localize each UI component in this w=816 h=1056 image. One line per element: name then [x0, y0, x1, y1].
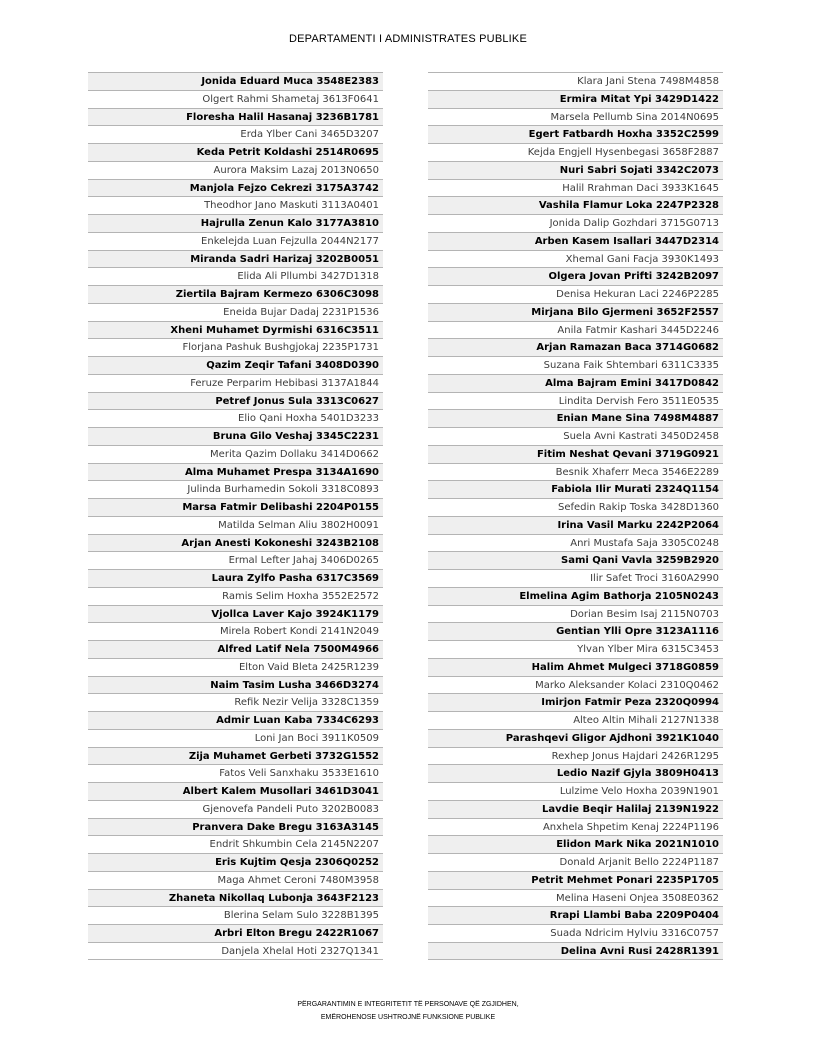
name-row: Vashila Flamur Loka 2247P2328 [428, 196, 723, 214]
name-row: Qazim Zeqir Tafani 3408D0390 [88, 356, 383, 374]
name-row: Lindita Dervish Fero 3511E0535 [428, 392, 723, 410]
name-row: Bruna Gilo Veshaj 3345C2231 [88, 427, 383, 445]
name-row: Egert Fatbardh Hoxha 3352C2599 [428, 125, 723, 143]
name-row: Sefedin Rakip Toska 3428D1360 [428, 498, 723, 516]
left-name-list [88, 72, 383, 960]
name-row: Julinda Burhamedin Sokoli 3318C0893 [88, 480, 383, 498]
name-row: Gjenovefa Pandeli Puto 3202B0083 [88, 800, 383, 818]
name-row: Klara Jani Stena 7498M4858 [428, 72, 723, 90]
name-row: Dorian Besim Isaj 2115N0703 [428, 605, 723, 623]
name-row: Besnik Xhaferr Meca 3546E2289 [428, 463, 723, 481]
name-row: Jonida Dalip Gozhdari 3715G0713 [428, 214, 723, 232]
name-row: Alma Bajram Emini 3417D0842 [428, 374, 723, 392]
name-row: Refik Nezir Velija 3328C1359 [88, 693, 383, 711]
name-row: Enian Mane Sina 7498M4887 [428, 409, 723, 427]
name-row: Elidon Mark Nika 2021N1010 [428, 835, 723, 853]
name-row: Admir Luan Kaba 7334C6293 [88, 711, 383, 729]
name-row: Imirjon Fatmir Peza 2320Q0994 [428, 693, 723, 711]
name-row: Eris Kujtim Qesja 2306Q0252 [88, 853, 383, 871]
name-row: Marsela Pellumb Sina 2014N0695 [428, 108, 723, 126]
footer-line-2: EMËROHENOSE USHTROJNË FUNKSIONE PUBLIKE [320, 1014, 496, 1021]
name-row: Mirjana Bilo Gjermeni 3652F2557 [428, 303, 723, 321]
name-row: Keda Petrit Koldashi 2514R0695 [88, 143, 383, 161]
name-row: Ermal Lefter Jahaj 3406D0265 [88, 551, 383, 569]
name-row: Erda Ylber Cani 3465D3207 [88, 125, 383, 143]
name-row: Manjola Fejzo Cekrezi 3175A3742 [88, 179, 383, 197]
name-row: Enkelejda Luan Fejzulla 2044N2177 [88, 232, 383, 250]
name-row: Ledio Nazif Gjyla 3809H0413 [428, 764, 723, 782]
name-row: Fabiola Ilir Murati 2324Q1154 [428, 480, 723, 498]
footer-line-1: PËRGARANTIMIN E INTEGRITETIT TË PERSONAVE QË ZGJIDHEN, [297, 1001, 519, 1008]
name-row: Delina Avni Rusi 2428R1391 [428, 942, 723, 960]
name-row: Aurora Maksim Lazaj 2013N0650 [88, 161, 383, 179]
name-row: Blerina Selam Sulo 3228B1395 [88, 906, 383, 924]
name-row: Naim Tasim Lusha 3466D3274 [88, 676, 383, 694]
name-row: Ilir Safet Troci 3160A2990 [428, 569, 723, 587]
name-row: Lavdie Beqir Halilaj 2139N1922 [428, 800, 723, 818]
name-row: Xhemal Gani Facja 3930K1493 [428, 250, 723, 268]
name-row: Olgert Rahmi Shametaj 3613F0641 [88, 90, 383, 108]
name-row: Denisa Hekuran Laci 2246P2285 [428, 285, 723, 303]
name-row: Ylvan Ylber Mira 6315C3453 [428, 640, 723, 658]
name-row: Elio Qani Hoxha 5401D3233 [88, 409, 383, 427]
name-row: Elton Vaid Bleta 2425R1239 [88, 658, 383, 676]
name-row: Zhaneta Nikollaq Lubonja 3643F2123 [88, 889, 383, 907]
name-row: Alteo Altin Mihali 2127N1338 [428, 711, 723, 729]
name-row: Jonida Eduard Muca 3548E2383 [88, 72, 383, 90]
name-row: Sami Qani Vavla 3259B2920 [428, 551, 723, 569]
name-row: Theodhor Jano Maskuti 3113A0401 [88, 196, 383, 214]
name-row: Endrit Shkumbin Cela 2145N2207 [88, 835, 383, 853]
name-row: Maga Ahmet Ceroni 7480M3958 [88, 871, 383, 889]
right-name-list [428, 72, 723, 960]
name-row: Alma Muhamet Prespa 3134A1690 [88, 463, 383, 481]
name-row: Floresha Halil Hasanaj 3236B1781 [88, 108, 383, 126]
name-row: Suada Ndricim Hylviu 3316C0757 [428, 924, 723, 942]
name-row: Elmelina Agim Bathorja 2105N0243 [428, 587, 723, 605]
name-row: Gentian Ylli Opre 3123A1116 [428, 622, 723, 640]
name-row: Parashqevi Gligor Ajdhoni 3921K1040 [428, 729, 723, 747]
name-row: Irina Vasil Marku 2242P2064 [428, 516, 723, 534]
name-row: Nuri Sabri Sojati 3342C2073 [428, 161, 723, 179]
name-row: Pranvera Dake Bregu 3163A3145 [88, 818, 383, 836]
name-row: Suzana Faik Shtembari 6311C3335 [428, 356, 723, 374]
name-row: Fitim Neshat Qevani 3719G0921 [428, 445, 723, 463]
page-title: DEPARTAMENTI I ADMINISTRATES PUBLIKE [288, 33, 528, 45]
name-row: Marsa Fatmir Delibashi 2204P0155 [88, 498, 383, 516]
name-row: Donald Arjanit Bello 2224P1187 [428, 853, 723, 871]
name-row: Matilda Selman Aliu 3802H0091 [88, 516, 383, 534]
name-row: Danjela Xhelal Hoti 2327Q1341 [88, 942, 383, 960]
name-row: Marko Aleksander Kolaci 2310Q0462 [428, 676, 723, 694]
name-row: Arbri Elton Bregu 2422R1067 [88, 924, 383, 942]
name-row: Petref Jonus Sula 3313C0627 [88, 392, 383, 410]
name-row: Fatos Veli Sanxhaku 3533E1610 [88, 764, 383, 782]
name-row: Kejda Engjell Hysenbegasi 3658F2887 [428, 143, 723, 161]
name-row: Anxhela Shpetim Kenaj 2224P1196 [428, 818, 723, 836]
name-row: Hajrulla Zenun Kalo 3177A3810 [88, 214, 383, 232]
name-row: Rrapi Llambi Baba 2209P0404 [428, 906, 723, 924]
name-row: Halim Ahmet Mulgeci 3718G0859 [428, 658, 723, 676]
name-row: Arben Kasem Isallari 3447D2314 [428, 232, 723, 250]
name-row: Loni Jan Boci 3911K0509 [88, 729, 383, 747]
name-row: Melina Haseni Onjea 3508E0362 [428, 889, 723, 907]
name-row: Olgera Jovan Prifti 3242B2097 [428, 267, 723, 285]
name-row: Petrit Mehmet Ponari 2235P1705 [428, 871, 723, 889]
name-row: Eneida Bujar Dadaj 2231P1536 [88, 303, 383, 321]
name-row: Mirela Robert Kondi 2141N2049 [88, 622, 383, 640]
name-row: Vjollca Laver Kajo 3924K1179 [88, 605, 383, 623]
name-row: Elida Ali Pllumbi 3427D1318 [88, 267, 383, 285]
name-row: Arjan Ramazan Baca 3714G0682 [428, 338, 723, 356]
name-row: Ramis Selim Hoxha 3552E2572 [88, 587, 383, 605]
name-row: Florjana Pashuk Bushgjokaj 2235P1731 [88, 338, 383, 356]
name-row: Rexhep Jonus Hajdari 2426R1295 [428, 747, 723, 765]
footer [0, 998, 816, 1024]
name-row: Laura Zylfo Pasha 6317C3569 [88, 569, 383, 587]
name-row: Lulzime Velo Hoxha 2039N1901 [428, 782, 723, 800]
name-row: Miranda Sadri Harizaj 3202B0051 [88, 250, 383, 268]
name-row: Xheni Muhamet Dyrmishi 6316C3511 [88, 321, 383, 339]
name-row: Ziertila Bajram Kermezo 6306C3098 [88, 285, 383, 303]
name-row: Feruze Perparim Hebibasi 3137A1844 [88, 374, 383, 392]
name-row: Anila Fatmir Kashari 3445D2246 [428, 321, 723, 339]
name-row: Ermira Mitat Ypi 3429D1422 [428, 90, 723, 108]
name-row: Alfred Latif Nela 7500M4966 [88, 640, 383, 658]
name-row: Suela Avni Kastrati 3450D2458 [428, 427, 723, 445]
name-row: Anri Mustafa Saja 3305C0248 [428, 534, 723, 552]
name-row: Halil Rrahman Daci 3933K1645 [428, 179, 723, 197]
name-row: Merita Qazim Dollaku 3414D0662 [88, 445, 383, 463]
name-row: Arjan Anesti Kokoneshi 3243B2108 [88, 534, 383, 552]
name-row: Albert Kalem Musollari 3461D3041 [88, 782, 383, 800]
name-row: Zija Muhamet Gerbeti 3732G1552 [88, 747, 383, 765]
